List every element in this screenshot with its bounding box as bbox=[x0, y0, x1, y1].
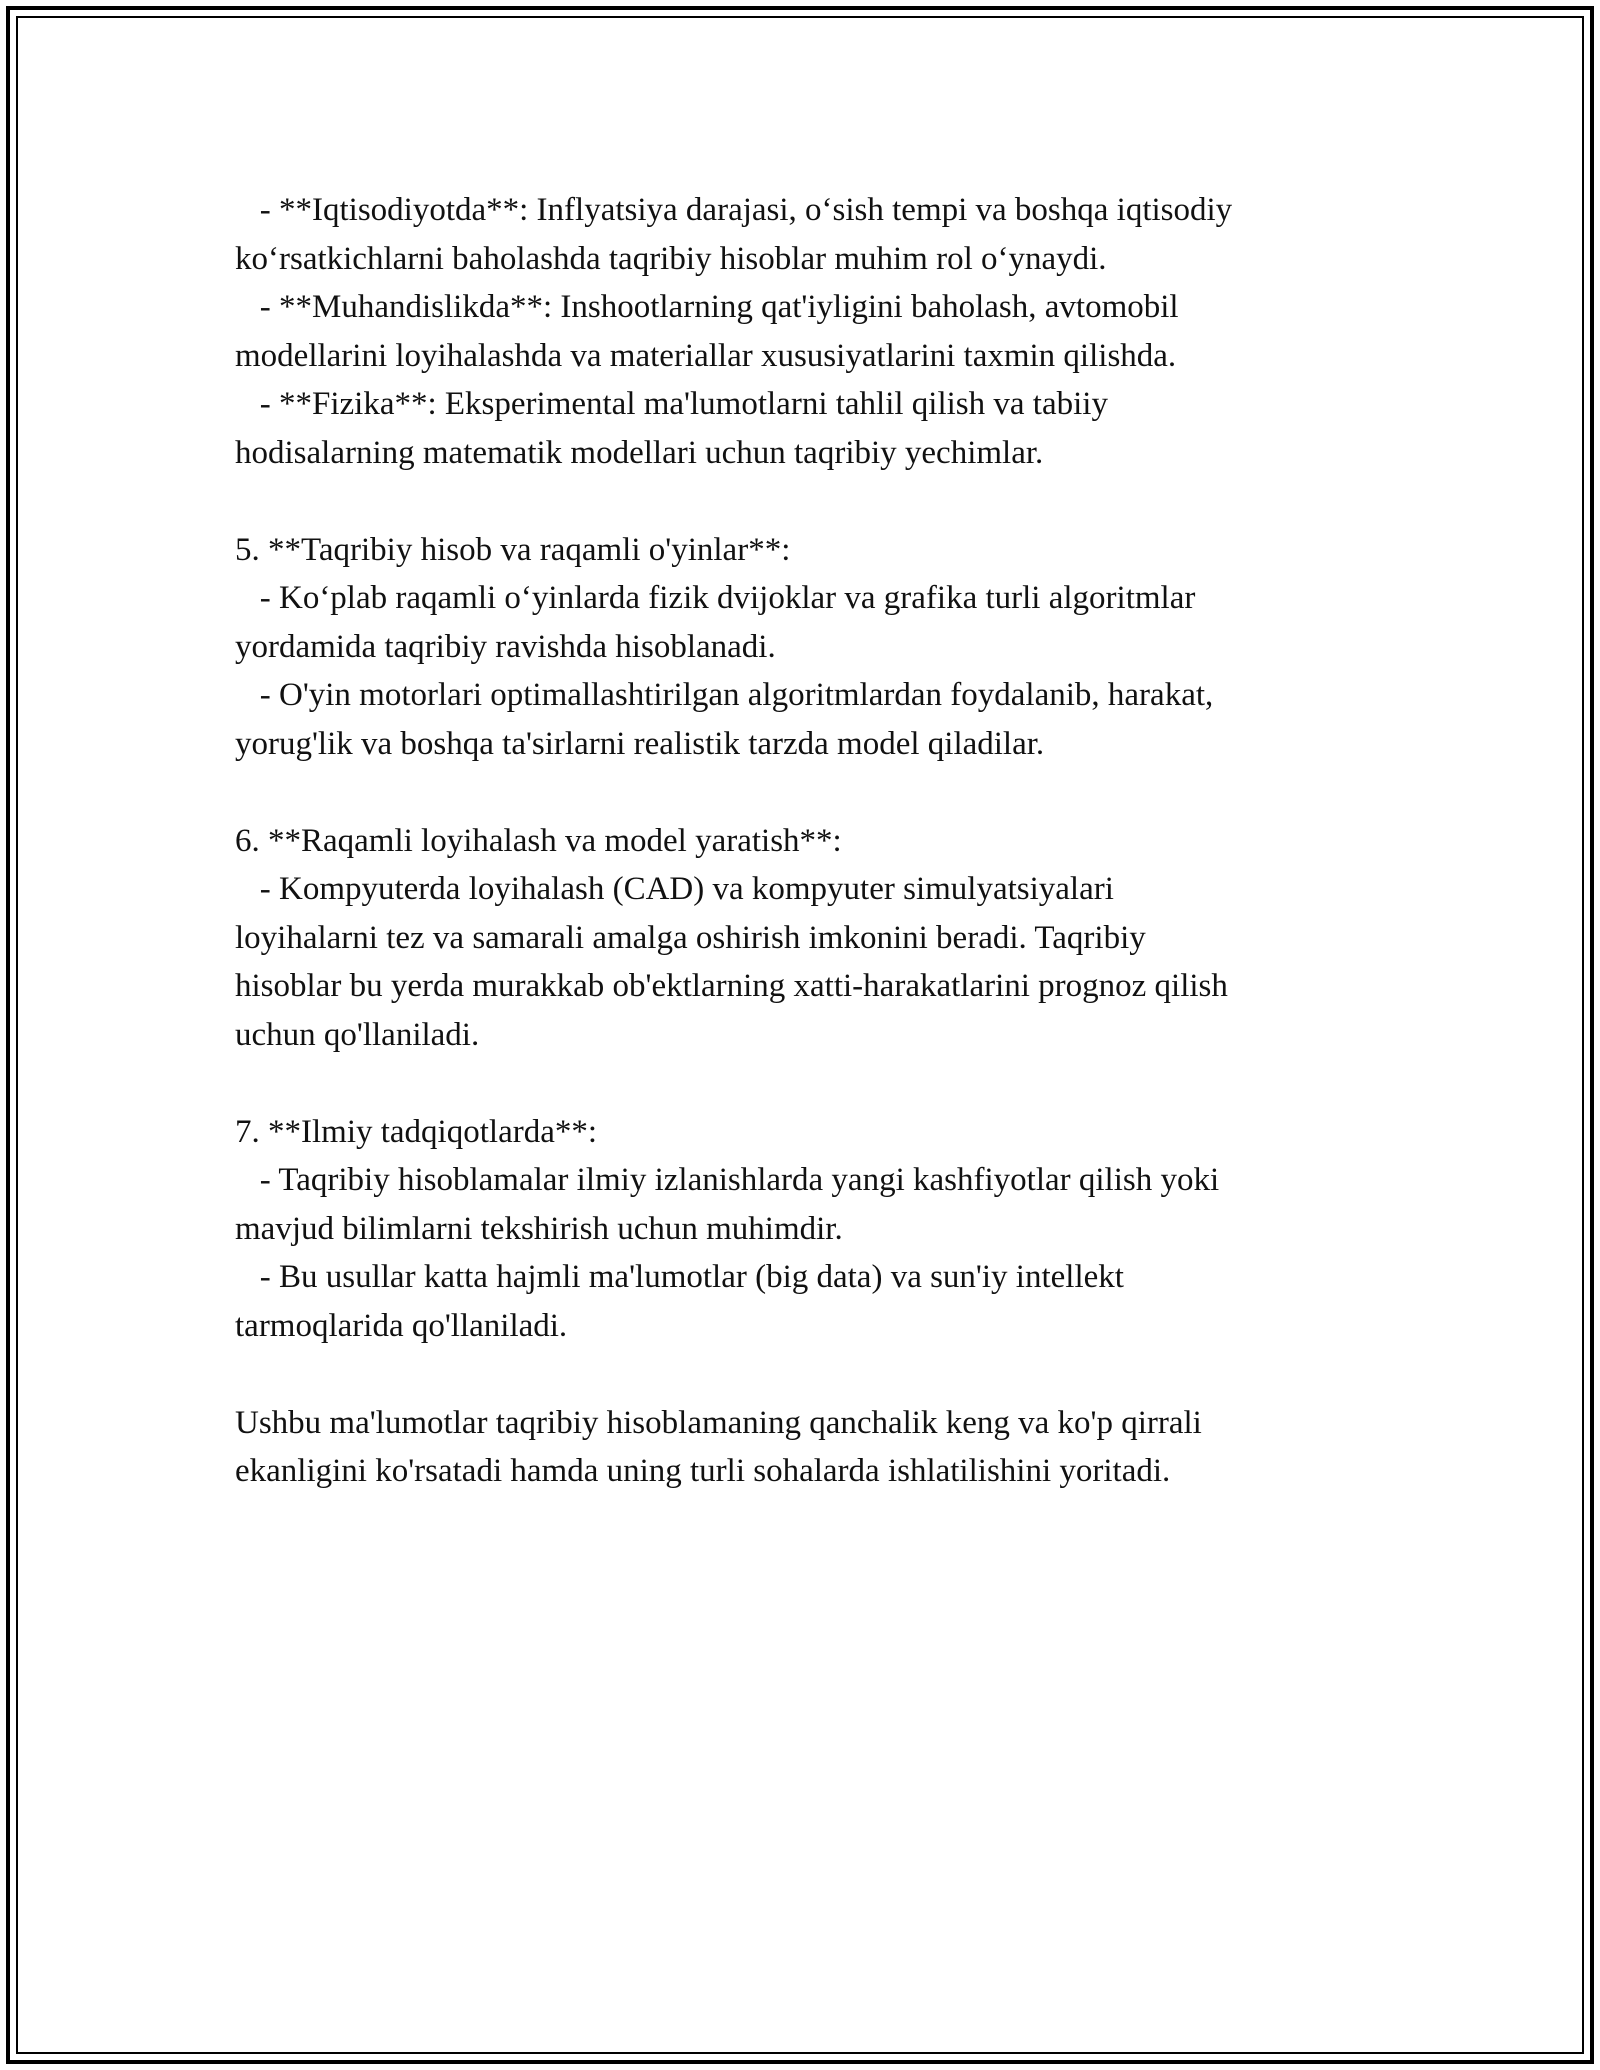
text-line: - **Iqtisodiyotda**: Inflyatsiya darajasi, o‘sish tempi va boshqa iqtisodiy bbox=[235, 192, 1233, 228]
section-5-games bbox=[235, 526, 1365, 769]
paragraph-gap bbox=[235, 768, 1365, 817]
text-line: ko‘rsatkichlarni baholashda taqribiy hisoblar muhim rol o‘ynaydi. bbox=[235, 240, 1107, 277]
text-line: uchun qo'llaniladi. bbox=[235, 1016, 480, 1053]
paragraph-gap bbox=[235, 1059, 1365, 1108]
text-line: loyihalarni tez va samarali amalga oshirish imkonini beradi. Taqribiy bbox=[235, 919, 1146, 956]
text-line: ekanligini ko'rsatadi hamda uning turli sohalarda ishlatilishini yoritadi. bbox=[235, 1453, 1171, 1489]
text-line: yorug'lik va boshqa ta'sirlarni realistik tarzda model qiladilar. bbox=[235, 725, 1045, 762]
document-body bbox=[235, 186, 1365, 1496]
text-line: tarmoqlarida qo'llaniladi. bbox=[235, 1307, 568, 1344]
text-line: hisoblar bu yerda murakkab ob'ektlarning xatti-harakatlarini prognoz qilish bbox=[235, 968, 1228, 1004]
section-heading: 6. **Raqamli loyihalash va model yaratish**: bbox=[235, 822, 842, 859]
text-line: mavjud bilimlarni tekshirish uchun muhimdir. bbox=[235, 1210, 843, 1247]
text-line: - **Fizika**: Eksperimental ma'lumotlarni tahlil qilish va tabiiy bbox=[235, 386, 1108, 422]
text-line: - Bu usullar katta hajmli ma'lumotlar (big data) va sun'iy intellekt bbox=[235, 1259, 1124, 1295]
section-7-research bbox=[235, 1108, 1365, 1351]
paragraph-gap bbox=[235, 477, 1365, 526]
text-line: - Kompyuterda loyihalash (CAD) va kompyuter simulyatsiyalari bbox=[235, 871, 1114, 907]
text-line: Ushbu ma'lumotlar taqribiy hisoblamaning qanchalik keng va ko'p qirrali bbox=[235, 1404, 1202, 1441]
applications-list-continuation bbox=[235, 186, 1365, 477]
section-6-design bbox=[235, 817, 1365, 1060]
text-line: - O'yin motorlari optimallashtirilgan algoritmlardan foydalanib, harakat, bbox=[235, 677, 1214, 713]
section-heading: 5. **Taqribiy hisob va raqamli o'yinlar**: bbox=[235, 531, 791, 568]
text-line: - Taqribiy hisoblamalar ilmiy izlanishlarda yangi kashfiyotlar qilish yoki bbox=[235, 1162, 1220, 1198]
text-line: - Ko‘plab raqamli o‘yinlarda fizik dvijoklar va grafika turli algoritmlar bbox=[235, 580, 1196, 616]
conclusion-paragraph bbox=[235, 1399, 1365, 1496]
text-line: modellarini loyihalashda va materiallar xususiyatlarini taxmin qilishda. bbox=[235, 337, 1177, 374]
paragraph-gap bbox=[235, 1350, 1365, 1399]
text-line: - **Muhandislikda**: Inshootlarning qat'iyligini baholash, avtomobil bbox=[235, 289, 1179, 325]
text-line: yordamida taqribiy ravishda hisoblanadi. bbox=[235, 628, 776, 665]
text-line: hodisalarning matematik modellari uchun taqribiy yechimlar. bbox=[235, 434, 1044, 471]
section-heading: 7. **Ilmiy tadqiqotlarda**: bbox=[235, 1113, 598, 1150]
